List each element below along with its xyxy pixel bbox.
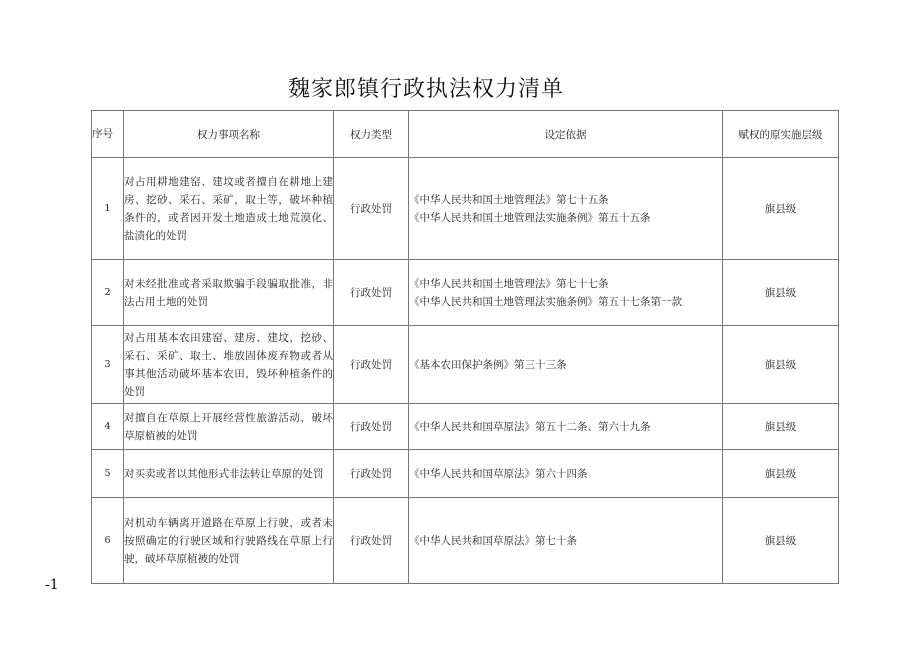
row-type: 行政处罚 bbox=[334, 450, 409, 498]
row-name: 对机动车辆离开道路在草原上行驶，或者未按照确定的行驶区域和行驶路线在草原上行驶，破坏草原植被的处罚 bbox=[124, 498, 334, 584]
row-seq: 2 bbox=[92, 260, 124, 326]
row-level: 旗县级 bbox=[723, 158, 839, 260]
basis-line: 《中华人民共和国草原法》第七十条 bbox=[409, 534, 577, 547]
header-level: 赋权的原实施层级 bbox=[723, 111, 839, 158]
row-seq: 4 bbox=[92, 404, 124, 450]
row-level: 旗县级 bbox=[723, 498, 839, 584]
row-name: 对擅自在草原上开展经营性旅游活动，破坏草原植被的处罚 bbox=[124, 404, 334, 450]
table-header-row bbox=[92, 111, 839, 158]
row-basis bbox=[409, 498, 723, 584]
row-name: 对买卖或者以其他形式非法转让草原的处罚 bbox=[124, 450, 334, 498]
table-row bbox=[92, 260, 839, 326]
table-row bbox=[92, 404, 839, 450]
header-seq: 序号 bbox=[92, 111, 124, 158]
row-level: 旗县级 bbox=[723, 450, 839, 498]
row-type: 行政处罚 bbox=[334, 326, 409, 404]
header-type: 权力类型 bbox=[334, 111, 409, 158]
row-level: 旗县级 bbox=[723, 260, 839, 326]
basis-line: 《中华人民共和国土地管理法》第七十五条 bbox=[409, 193, 609, 206]
basis-line: 《中华人民共和国土地管理法实施条例》第五十七条第一款 bbox=[409, 295, 682, 308]
row-level: 旗县级 bbox=[723, 404, 839, 450]
row-name: 对占用基本农田建窑、建房、建坟，挖砂、采石、采矿、取土、堆放固体废弃物或者从事其他活动破坏基本农田，毁坏种植条件的处罚 bbox=[124, 326, 334, 404]
row-basis bbox=[409, 158, 723, 260]
row-basis bbox=[409, 450, 723, 498]
header-name: 权力事项名称 bbox=[124, 111, 334, 158]
row-seq: 5 bbox=[92, 450, 124, 498]
page-number: -1 bbox=[45, 577, 59, 593]
header-basis: 设定依据 bbox=[409, 111, 723, 158]
table-row bbox=[92, 158, 839, 260]
row-name: 对未经批准或者采取欺骗手段骗取批准，非法占用土地的处罚 bbox=[124, 260, 334, 326]
basis-line: 《中华人民共和国草原法》第六十四条 bbox=[409, 467, 588, 480]
table-row bbox=[92, 450, 839, 498]
row-basis bbox=[409, 326, 723, 404]
basis-line: 《中华人民共和国草原法》第五十二条、第六十九条 bbox=[409, 420, 651, 433]
row-type: 行政处罚 bbox=[334, 404, 409, 450]
table-row bbox=[92, 326, 839, 404]
row-basis bbox=[409, 404, 723, 450]
row-basis bbox=[409, 260, 723, 326]
row-seq: 3 bbox=[92, 326, 124, 404]
row-type: 行政处罚 bbox=[334, 260, 409, 326]
row-name: 对占用耕地建窑、建坟或者擅自在耕地上建房、挖砂、采石、采矿，取土等，破坏种植条件的，或者因开发土地造成土地荒漠化、盐渍化的处罚 bbox=[124, 158, 334, 260]
row-seq: 6 bbox=[92, 498, 124, 584]
page-title: 魏家郎镇行政执法权力清单 bbox=[287, 77, 564, 102]
basis-line: 《中华人民共和国土地管理法》第七十七条 bbox=[409, 277, 609, 290]
table-row bbox=[92, 498, 839, 584]
basis-line: 《中华人民共和国土地管理法实施条例》第五十五条 bbox=[409, 211, 651, 224]
power-list-table bbox=[91, 110, 839, 584]
basis-line: 《基本农田保护条例》第三十三条 bbox=[409, 358, 567, 371]
row-type: 行政处罚 bbox=[334, 498, 409, 584]
row-level: 旗县级 bbox=[723, 326, 839, 404]
row-seq: 1 bbox=[92, 158, 124, 260]
row-type: 行政处罚 bbox=[334, 158, 409, 260]
